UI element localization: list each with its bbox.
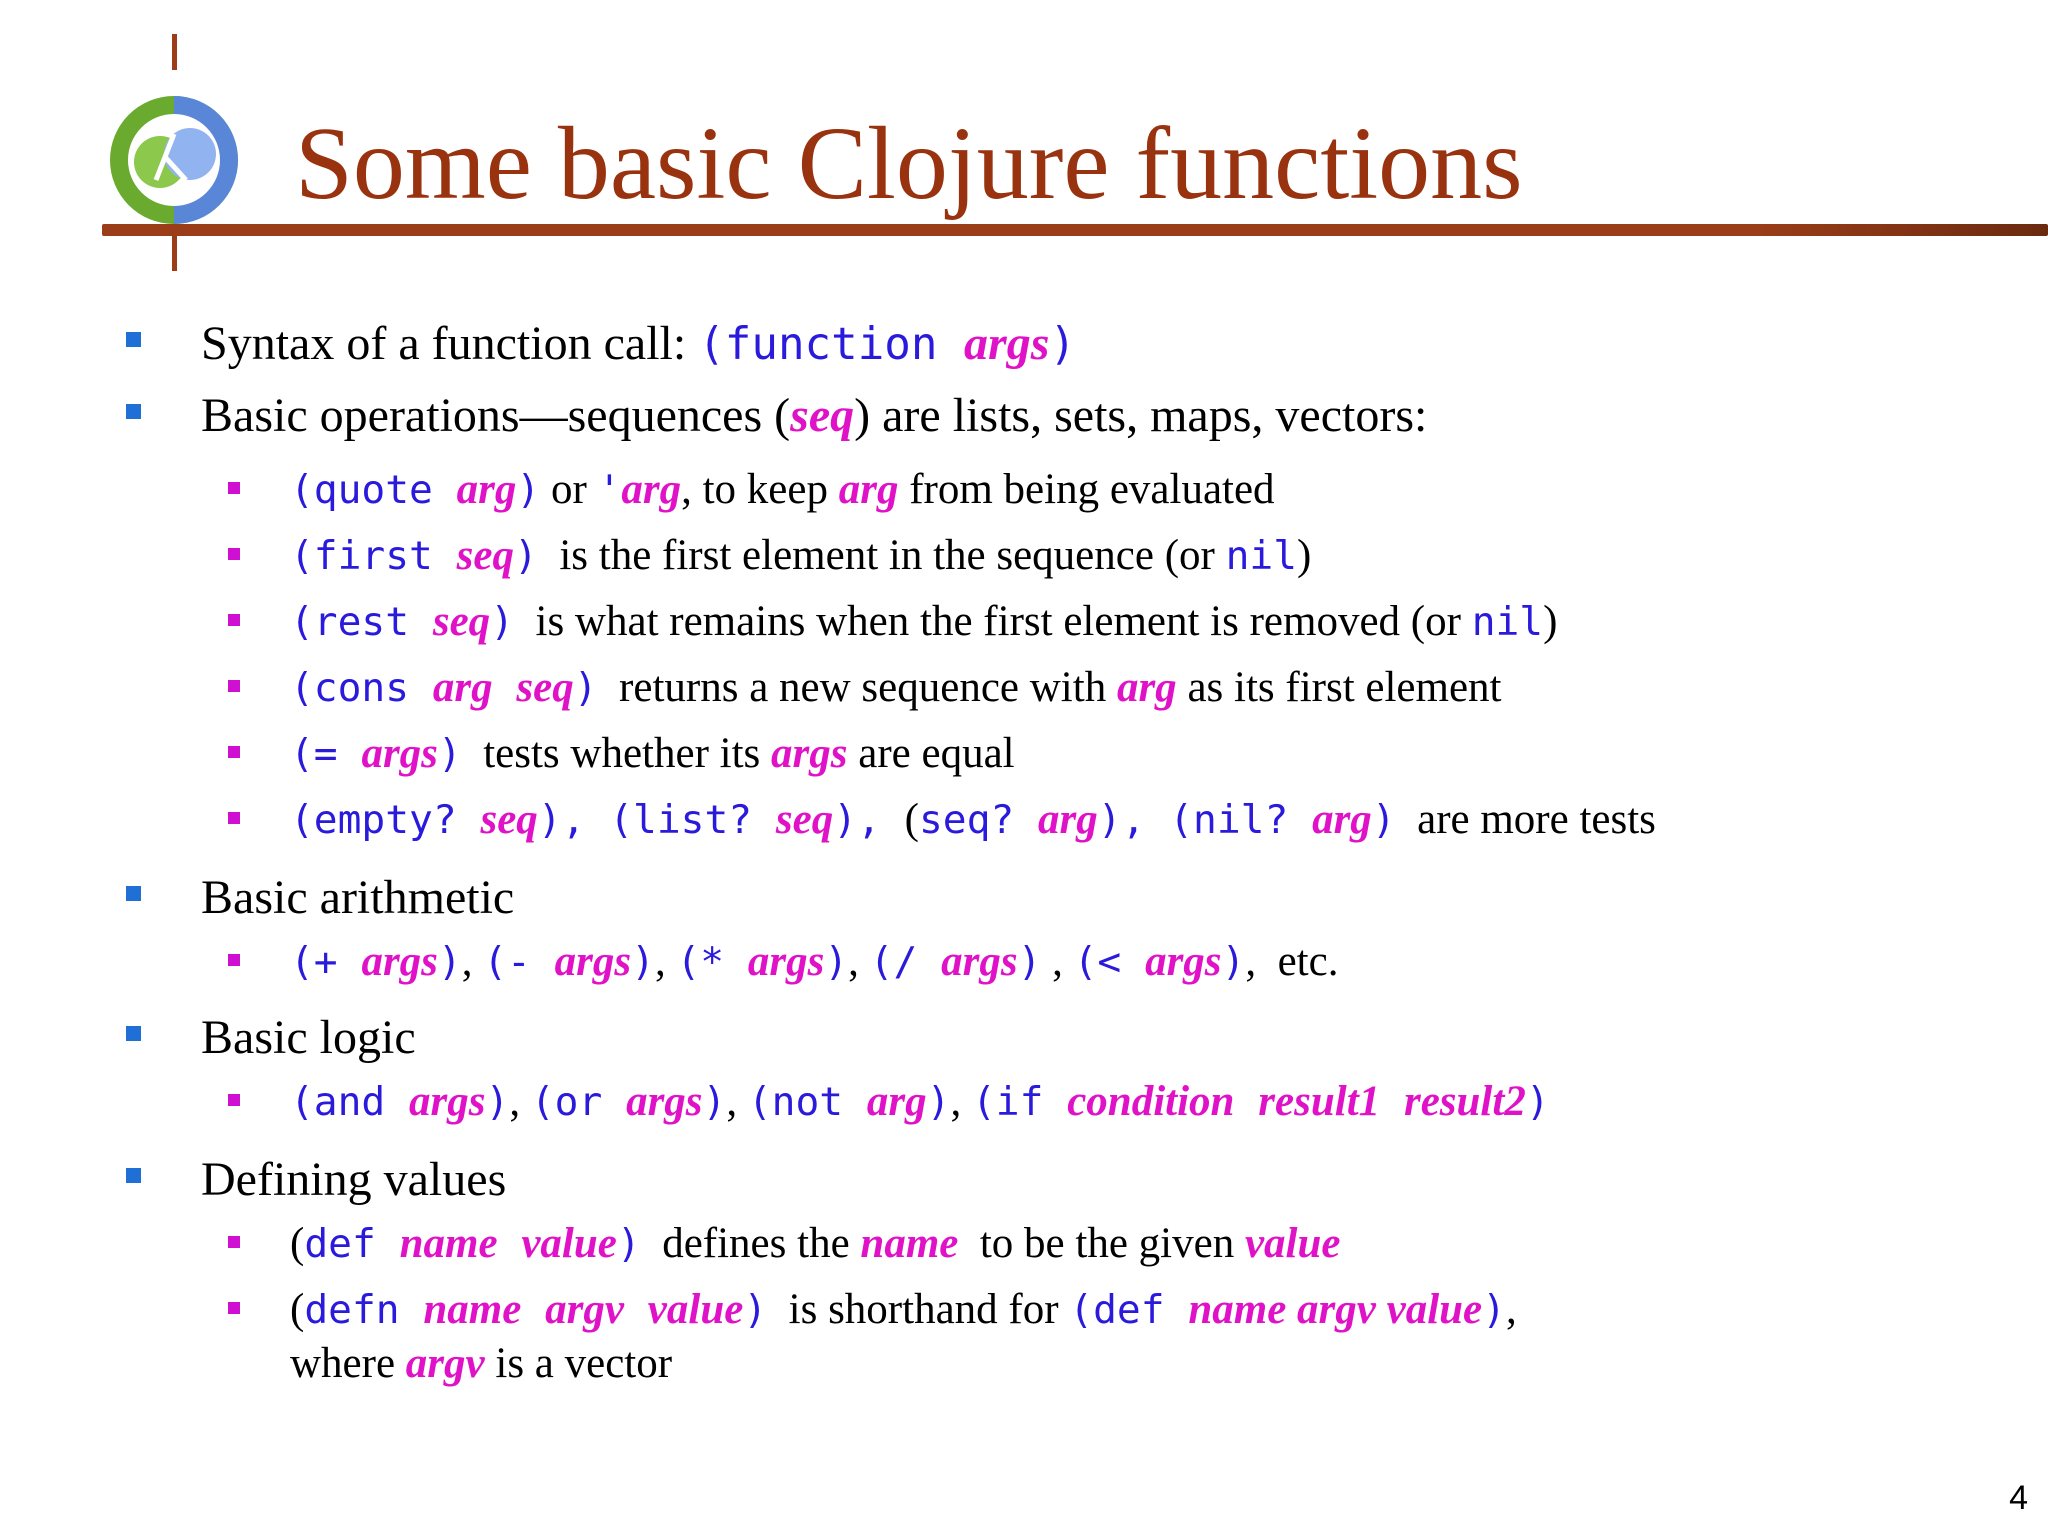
code-text: ) bbox=[824, 939, 849, 985]
arg-text: args bbox=[941, 938, 1018, 985]
arg-text: name bbox=[399, 1220, 498, 1267]
arg-text: argv bbox=[545, 1286, 624, 1333]
arg-text: seq bbox=[516, 664, 574, 711]
bullet-item bbox=[201, 1153, 507, 1206]
plain-text: ) bbox=[1543, 598, 1558, 645]
code-text: (cons bbox=[290, 665, 433, 711]
arg-text: name bbox=[860, 1220, 959, 1267]
code-text: ) bbox=[485, 1079, 510, 1125]
arg-text: arg bbox=[432, 664, 493, 711]
code-text: ) bbox=[490, 599, 514, 645]
arg-text: args bbox=[361, 938, 438, 985]
code-text: defn bbox=[304, 1287, 424, 1333]
code-text: (first bbox=[290, 533, 457, 579]
code-text: ), (list? bbox=[537, 797, 776, 843]
arg-text: args bbox=[964, 317, 1050, 370]
code-text bbox=[521, 1287, 545, 1333]
plain-text: Syntax of a function call: bbox=[201, 317, 699, 370]
arg-text: args bbox=[626, 1078, 703, 1125]
arg-text: args bbox=[771, 730, 848, 777]
bullet-item bbox=[201, 871, 515, 924]
small-square-bullet-icon bbox=[228, 680, 240, 692]
plain-text: Defining values bbox=[201, 1153, 507, 1206]
code-text: (rest bbox=[290, 599, 433, 645]
code-text: (or bbox=[530, 1079, 627, 1125]
plain-text: , to keep bbox=[681, 466, 839, 513]
square-bullet-icon bbox=[126, 1168, 141, 1183]
code-text: ), bbox=[833, 797, 905, 843]
square-bullet-icon bbox=[126, 332, 141, 347]
sub-bullet-item bbox=[290, 468, 1275, 511]
code-text: ) bbox=[573, 665, 598, 711]
arg-text: arg bbox=[838, 466, 899, 513]
arg-text: result1 bbox=[1258, 1078, 1381, 1125]
code-text: (< bbox=[1073, 939, 1146, 985]
sub-bullet-item bbox=[290, 798, 1656, 841]
arg-text: args bbox=[554, 938, 632, 985]
arg-text: arg bbox=[456, 466, 517, 513]
code-text: (function bbox=[698, 319, 965, 370]
plain-text: ( bbox=[290, 1286, 305, 1333]
sub-bullet-item bbox=[290, 1288, 1517, 1331]
bullet-item bbox=[201, 317, 1076, 370]
code-text: seq? bbox=[919, 797, 1039, 843]
plain-text: Basic operations—sequences ( bbox=[201, 389, 791, 442]
code-text bbox=[498, 1221, 522, 1267]
code-text: ), (nil? bbox=[1097, 797, 1313, 843]
small-square-bullet-icon bbox=[228, 1302, 240, 1314]
arg-text: seq bbox=[775, 796, 834, 843]
square-bullet-icon bbox=[126, 404, 141, 419]
square-bullet-icon bbox=[126, 886, 141, 901]
bullet-item bbox=[201, 1011, 416, 1064]
small-square-bullet-icon bbox=[228, 1236, 240, 1248]
code-text: (* bbox=[676, 939, 748, 985]
bullet-item bbox=[201, 389, 1428, 442]
sub-bullet-item bbox=[290, 534, 1311, 577]
code-text: (- bbox=[483, 939, 555, 985]
slide-title: Some basic Clojure functions bbox=[295, 106, 1523, 221]
code-text: ) bbox=[1049, 319, 1076, 370]
code-text: (+ bbox=[290, 939, 362, 985]
plain-text: are more tests bbox=[1395, 796, 1656, 843]
arg-text: arg bbox=[1312, 796, 1372, 843]
code-text: ) bbox=[514, 533, 538, 579]
small-square-bullet-icon bbox=[228, 614, 240, 626]
code-text: (not bbox=[747, 1079, 867, 1125]
code-text: ) bbox=[1017, 939, 1042, 985]
code-text: ) bbox=[437, 939, 462, 985]
sub-bullet-item bbox=[290, 1080, 1550, 1123]
plain-text: , bbox=[509, 1078, 531, 1125]
code-text: nil bbox=[1225, 533, 1298, 579]
plain-text: returns a new sequence with bbox=[597, 664, 1117, 711]
code-text: ) bbox=[1371, 797, 1396, 843]
arg-text: argv bbox=[405, 1340, 485, 1387]
plain-text: is a vector bbox=[484, 1340, 673, 1387]
plain-text: is shorthand for bbox=[767, 1286, 1070, 1333]
arg-text: arg bbox=[621, 466, 682, 513]
plain-text: , bbox=[726, 1078, 748, 1125]
code-text: ) bbox=[1221, 939, 1246, 985]
sub-bullet-item bbox=[290, 732, 1015, 775]
plain-text: Basic logic bbox=[201, 1011, 416, 1064]
code-text: (and bbox=[290, 1079, 410, 1125]
code-text: (/ bbox=[869, 939, 942, 985]
arg-text: name argv value bbox=[1188, 1286, 1483, 1333]
arg-text: args bbox=[1145, 938, 1222, 985]
small-square-bullet-icon bbox=[228, 954, 240, 966]
code-text: (= bbox=[290, 731, 362, 777]
code-text: ) bbox=[516, 467, 541, 513]
arg-text: value bbox=[521, 1220, 617, 1267]
code-text: (empty? bbox=[290, 797, 481, 843]
arg-text: args bbox=[361, 730, 438, 777]
arg-text: seq bbox=[432, 598, 491, 645]
arg-text: value bbox=[647, 1286, 744, 1333]
code-text: ) bbox=[926, 1079, 951, 1125]
plain-text: ) are lists, sets, maps, vectors: bbox=[854, 389, 1428, 442]
code-text: ' bbox=[597, 467, 622, 513]
plain-text: Basic arithmetic bbox=[201, 871, 515, 924]
arg-text: value bbox=[1244, 1220, 1341, 1267]
plain-text: , bbox=[1041, 938, 1074, 985]
code-text: ) bbox=[1525, 1079, 1550, 1125]
plain-text: ( bbox=[904, 796, 919, 843]
sub-bullet-item bbox=[290, 1222, 1341, 1265]
code-text: (def bbox=[1069, 1287, 1189, 1333]
code-text bbox=[624, 1287, 648, 1333]
arg-text: arg bbox=[866, 1078, 927, 1125]
code-text: ) bbox=[1482, 1287, 1506, 1333]
plain-text: ( bbox=[290, 1220, 305, 1267]
code-text: (quote bbox=[290, 467, 457, 513]
arg-text: seq bbox=[480, 796, 538, 843]
sub-bullet-item bbox=[290, 940, 1338, 983]
plain-text: is what remains when the first element is removed (or bbox=[514, 598, 1472, 645]
code-text bbox=[493, 665, 517, 711]
code-text: (if bbox=[971, 1079, 1068, 1125]
code-text: ) bbox=[702, 1079, 727, 1125]
plain-text: to be the given bbox=[958, 1220, 1245, 1267]
code-text: def bbox=[304, 1221, 400, 1267]
code-text: ) bbox=[437, 731, 462, 777]
plain-text: , bbox=[654, 938, 677, 985]
plain-text: , bbox=[848, 938, 870, 985]
clojure-logo-icon bbox=[98, 30, 258, 274]
code-text: nil bbox=[1471, 599, 1544, 645]
sub-bullet-item bbox=[290, 666, 1502, 709]
arg-text: result2 bbox=[1403, 1078, 1526, 1125]
arg-text: name bbox=[423, 1286, 522, 1333]
arg-text: seq bbox=[790, 389, 855, 442]
plain-text: from being evaluated bbox=[898, 466, 1275, 513]
arg-text: seq bbox=[456, 532, 514, 579]
page-number: 4 bbox=[2009, 1479, 2028, 1517]
small-square-bullet-icon bbox=[228, 746, 240, 758]
arg-text: args bbox=[409, 1078, 486, 1125]
code-text bbox=[1380, 1079, 1404, 1125]
plain-text: defines the bbox=[640, 1220, 861, 1267]
plain-text: , bbox=[950, 1078, 972, 1125]
plain-text: or bbox=[540, 466, 598, 513]
small-square-bullet-icon bbox=[228, 482, 240, 494]
code-text: ) bbox=[631, 939, 655, 985]
plain-text: as its first element bbox=[1176, 664, 1502, 711]
plain-text: , etc. bbox=[1245, 938, 1339, 985]
code-text: ) bbox=[743, 1287, 768, 1333]
title-divider bbox=[102, 224, 2048, 236]
code-text bbox=[1234, 1079, 1258, 1125]
sub-bullet-item bbox=[290, 600, 1557, 643]
square-bullet-icon bbox=[126, 1026, 141, 1041]
arg-text: arg bbox=[1116, 664, 1177, 711]
arg-text: arg bbox=[1038, 796, 1098, 843]
plain-text: is the first element in the sequence (or bbox=[537, 532, 1226, 579]
sub-bullet-continuation bbox=[290, 1342, 672, 1385]
small-square-bullet-icon bbox=[228, 548, 240, 560]
small-square-bullet-icon bbox=[228, 812, 240, 824]
plain-text: , bbox=[1505, 1286, 1517, 1333]
plain-text: , bbox=[461, 938, 484, 985]
arg-text: condition bbox=[1067, 1078, 1235, 1125]
plain-text: where bbox=[290, 1340, 406, 1387]
small-square-bullet-icon bbox=[228, 1094, 240, 1106]
plain-text: ) bbox=[1297, 532, 1312, 579]
plain-text: tests whether its bbox=[461, 730, 772, 777]
plain-text: are equal bbox=[847, 730, 1015, 777]
arg-text: args bbox=[747, 938, 825, 985]
code-text: ) bbox=[616, 1221, 641, 1267]
